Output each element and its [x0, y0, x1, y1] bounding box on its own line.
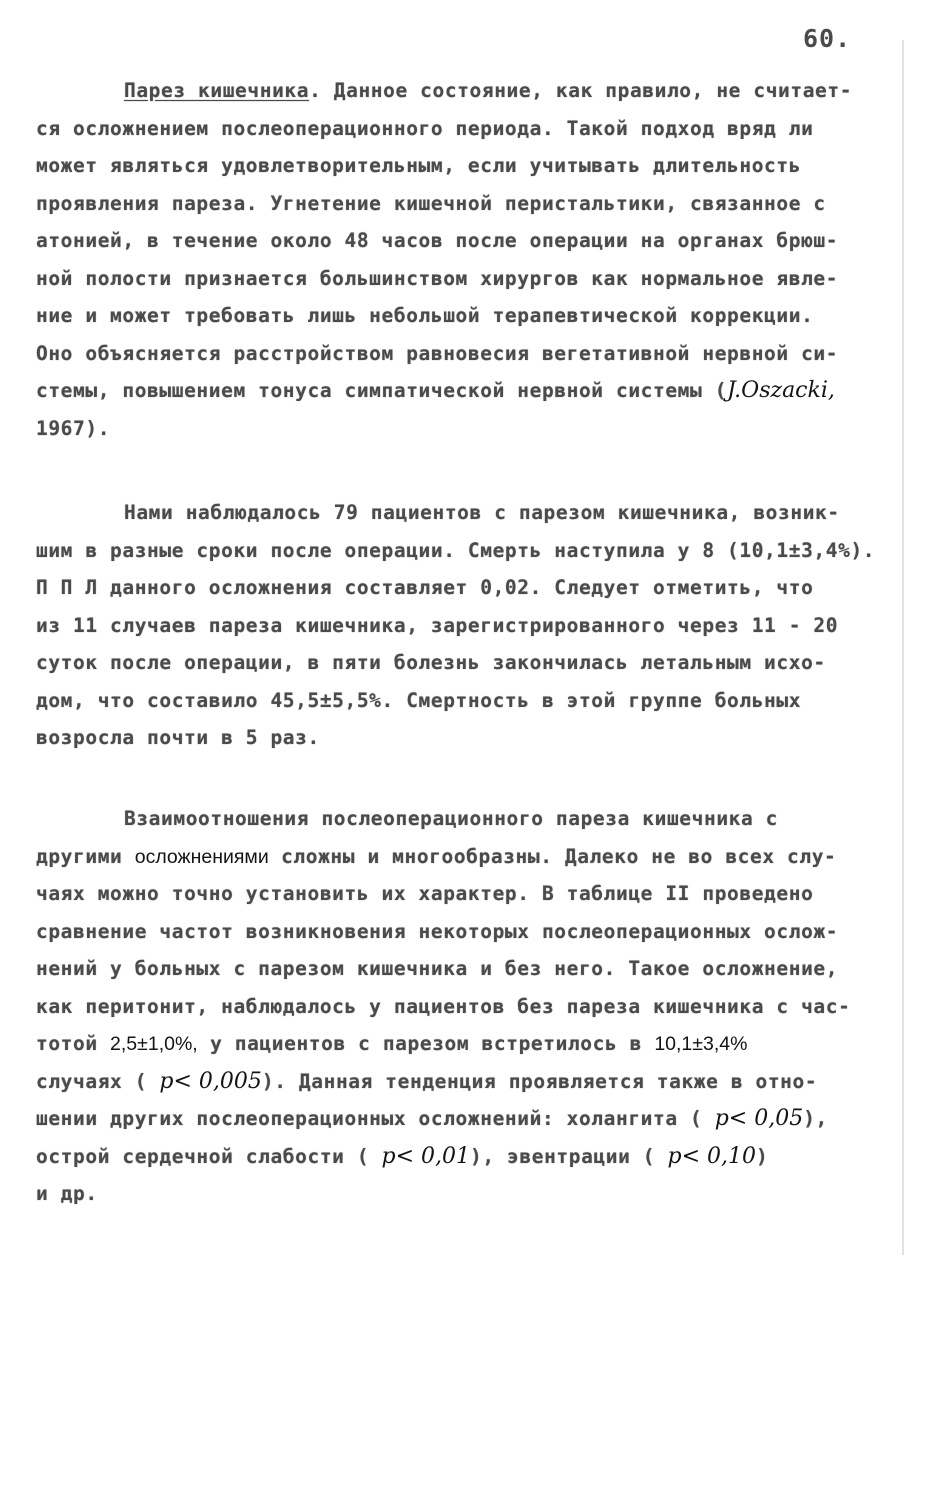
text-line: Парез кишечника. Данное состояние, как правило, не считает- [124, 79, 853, 102]
text-line: возросла почти в 5 раз. [36, 726, 320, 749]
handwritten-insert: осложнениями [134, 845, 269, 868]
text-line: тотой 2,5±1,0%, у пациентов с парезом встретилось в 10,1±3,4% [36, 1032, 748, 1055]
text-line: дом, что составило 45,5±5,5%. Смертность в этой группе больных [36, 688, 802, 712]
text-line: шении других послеоперационных осложнений: холангита ( p< 0,05), [36, 1106, 828, 1131]
paragraph-observations [36, 494, 881, 757]
text-line: суток после операции, в пяти болезнь закончилась летальным исхо- [36, 651, 826, 674]
text-line: острой сердечной слабости ( p< 0,01), эвентрации ( p< 0,10) [36, 1143, 769, 1169]
text-line: чаях можно точно установить их характер. В таблице II проведено [36, 882, 814, 905]
handwritten-p-value: p< 0,05 [714, 1106, 804, 1131]
text-line: Оно объясняется расстройством равновесия вегетативной нервной си- [36, 341, 839, 365]
margin-rule [902, 40, 904, 1255]
page-number: 60. [803, 24, 852, 53]
text-line: случаях ( p< 0,005). Данная тенденция проявляется также в отно- [36, 1068, 818, 1094]
text-line: ся осложнением послеоперационного периода. Такой подход вряд ли [36, 116, 814, 140]
section-heading: Парез кишечника [124, 79, 310, 102]
text-line: Взаимоотношения послеоперационного пареза кишечника с [124, 807, 779, 830]
text-line: ной полости признается большинством хирургов как нормальное явле- [36, 266, 839, 290]
handwritten-p-value: p< 0,01 [381, 1143, 471, 1169]
text-line: сравнение частот возникновения некоторых послеоперационных ослож- [36, 919, 839, 943]
text-line: как перитонит, наблюдалось у пациентов без пареза кишечника с час- [36, 994, 851, 1018]
text-line: П П Л данного осложнения составляет 0,02. Следует отметить, что [36, 576, 814, 599]
handwritten-p-value: p< 0,005 [159, 1068, 262, 1094]
handwritten-percentage: 10,1±3,4% [654, 1033, 748, 1055]
handwritten-percentage: 2,5±1,0%, [110, 1033, 198, 1055]
text-line: Нами наблюдалось 79 пациентов с парезом кишечника, возник- [124, 501, 840, 524]
paragraph-complications [36, 800, 881, 1213]
handwritten-p-value: p< 0,10 [667, 1143, 756, 1169]
text-line: стемы, повышением тонуса симпатической нервной системы (J.Oszacki, [36, 378, 835, 403]
text-line: 1967). [36, 416, 111, 440]
text-line: нений у больных с парезом кишечника и без него. Такое осложнение, [36, 957, 839, 980]
text-line: шим в разные сроки после операции. Смерть наступила у 8 (10,1±3,4%). [36, 538, 876, 562]
text-line: другими осложнениями сложны и многообразны. Далеко не во всех слу- [36, 844, 837, 868]
handwritten-author-citation: J.Oszacki, [727, 378, 835, 403]
text-line: может являться удовлетворительным, если учитывать длительность [36, 154, 802, 177]
text-line: и др. [36, 1182, 98, 1205]
text-line: атонией, в течение около 48 часов после операции на органах брюш- [36, 229, 839, 252]
text-line: ние и может требовать лишь небольшой терапевтической коррекции. [36, 304, 814, 327]
text-line: из 11 случаев пареза кишечника, зарегистрированного через 11 - 20 [36, 613, 839, 637]
text-line: проявления пареза. Угнетение кишечной перистальтики, связанное с [36, 191, 826, 215]
paragraph-paresis-intro [36, 72, 881, 447]
